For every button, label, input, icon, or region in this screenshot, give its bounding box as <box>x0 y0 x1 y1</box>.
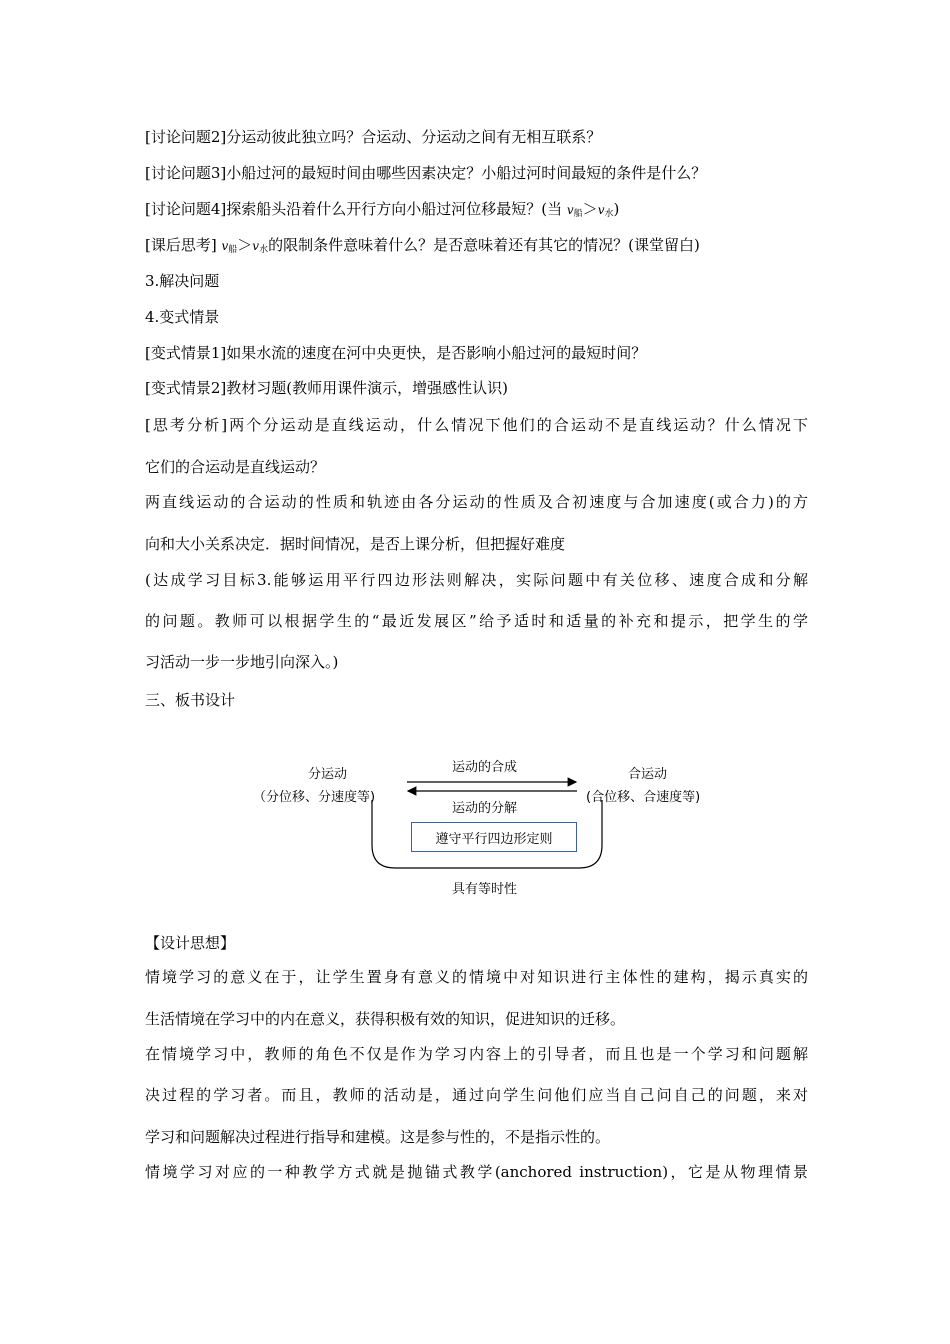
parallelogram-rule-text: 遵守平行四边形定则 <box>435 831 553 847</box>
design-p2-line-3: 学习和问题解决过程进行指导和建模。这是参与性的，不是指示性的。 <box>145 1128 611 1146</box>
after-text-post: 的限制条件意味着什么？是否意味着还有其它的情况？(课堂留白) <box>268 236 700 254</box>
resultant-motion-title: 合运动 <box>628 767 668 782</box>
q4-text-pre: [讨论问题4]探索船头沿着什么开行方向小船过河位移最短？(当 <box>145 200 567 218</box>
goal-line-2: 的问题。教师可以根据学生的“最近发展区”给予适时和适量的补充和提示，把学生的学 <box>145 612 808 630</box>
after-v-water: v <box>252 239 260 253</box>
parallelogram-rule-box <box>411 822 577 852</box>
discussion-question-3: [讨论问题3]小船过河的最短时间由哪些因素决定？小船过河时间最短的条件是什么？ <box>145 164 707 182</box>
design-idea-heading: 【设计思想】 <box>145 934 236 952</box>
synthesis-label: 运动的合成 <box>452 760 518 775</box>
design-p1-line-2: 生活情境在学习中的内在意义，获得积极有效的知识，促进知识的迁移。 <box>145 1010 626 1028</box>
q4-v-water: v <box>597 203 605 217</box>
component-motion-title: 分运动 <box>308 767 348 782</box>
design-p2-line-2: 决过程的学习者。而且，教师的活动是，通过向学生问他们应当自己问自己的问题，来对 <box>145 1086 808 1104</box>
simultaneity-label: 具有等时性 <box>452 882 518 897</box>
goal-line-3: 习活动一步一步地引向深入。) <box>145 653 339 671</box>
q4-gt: ＞ <box>582 200 598 218</box>
variation-scenario-1: [变式情景1]如果水流的速度在河中央更快，是否影响小船过河的最短时间？ <box>145 344 647 362</box>
paragraph-two-line-1: 两直线运动的合运动的性质和轨迹由各分运动的性质及合初速度与合加速度(或合力)的方 <box>145 493 808 511</box>
discussion-question-2: [讨论问题2]分运动彼此独立吗？合运动、分运动之间有无相互联系？ <box>145 128 602 146</box>
thinking-analysis-line-2: 它们的合运动是直线运动？ <box>145 458 326 476</box>
goal-line-1: (达成学习目标3.能够运用平行四边形法则解决，实际问题中有关位移、速度合成和分解 <box>145 571 808 589</box>
paragraph-two-line-2: 向和大小关系决定．据时间情况，是否上课分析，但把握好难度 <box>145 535 566 553</box>
after-text-pre: [课后思考] <box>145 236 222 254</box>
thinking-analysis-line-1: [思考分析]两个分运动是直线运动，什么情况下他们的合运动不是直线运动？什么情况下 <box>145 416 808 434</box>
after-gt: ＞ <box>237 236 253 254</box>
board-design-heading: 三、板书设计 <box>145 691 236 709</box>
variation-scenario-2: [变式情景2]教材习题(教师用课件演示，增强感性认识) <box>145 379 508 397</box>
section-4-heading: 4.变式情景 <box>145 308 220 326</box>
q4-text-post: ) <box>613 200 620 218</box>
resultant-motion-sub: (合位移、合速度等) <box>586 790 701 805</box>
section-3-heading: 3.解决问题 <box>145 272 220 290</box>
q4-v-boat: v <box>566 203 574 217</box>
after-class-thinking <box>145 235 700 260</box>
after-sub-water: 水 <box>259 245 269 255</box>
q4-sub-water: 水 <box>604 209 614 219</box>
design-p1-line-1: 情境学习的意义在于，让学生置身有意义的情境中对知识进行主体性的建构，揭示真实的 <box>145 968 808 986</box>
design-p3-line-1: 情境学习对应的一种教学方式就是抛锚式教学(anchored instruction)，它是从物理情景 <box>145 1163 808 1181</box>
q4-sub-boat: 船 <box>573 209 583 219</box>
decomposition-label: 运动的分解 <box>452 801 518 816</box>
after-v-boat: v <box>221 239 229 253</box>
after-sub-boat: 船 <box>228 245 238 255</box>
design-p2-line-1: 在情境学习中，教师的角色不仅是作为学习内容上的引导者，而且也是一个学习和问题解 <box>145 1045 808 1063</box>
component-motion-sub: （分位移、分速度等) <box>253 790 376 805</box>
discussion-question-4 <box>145 199 619 224</box>
